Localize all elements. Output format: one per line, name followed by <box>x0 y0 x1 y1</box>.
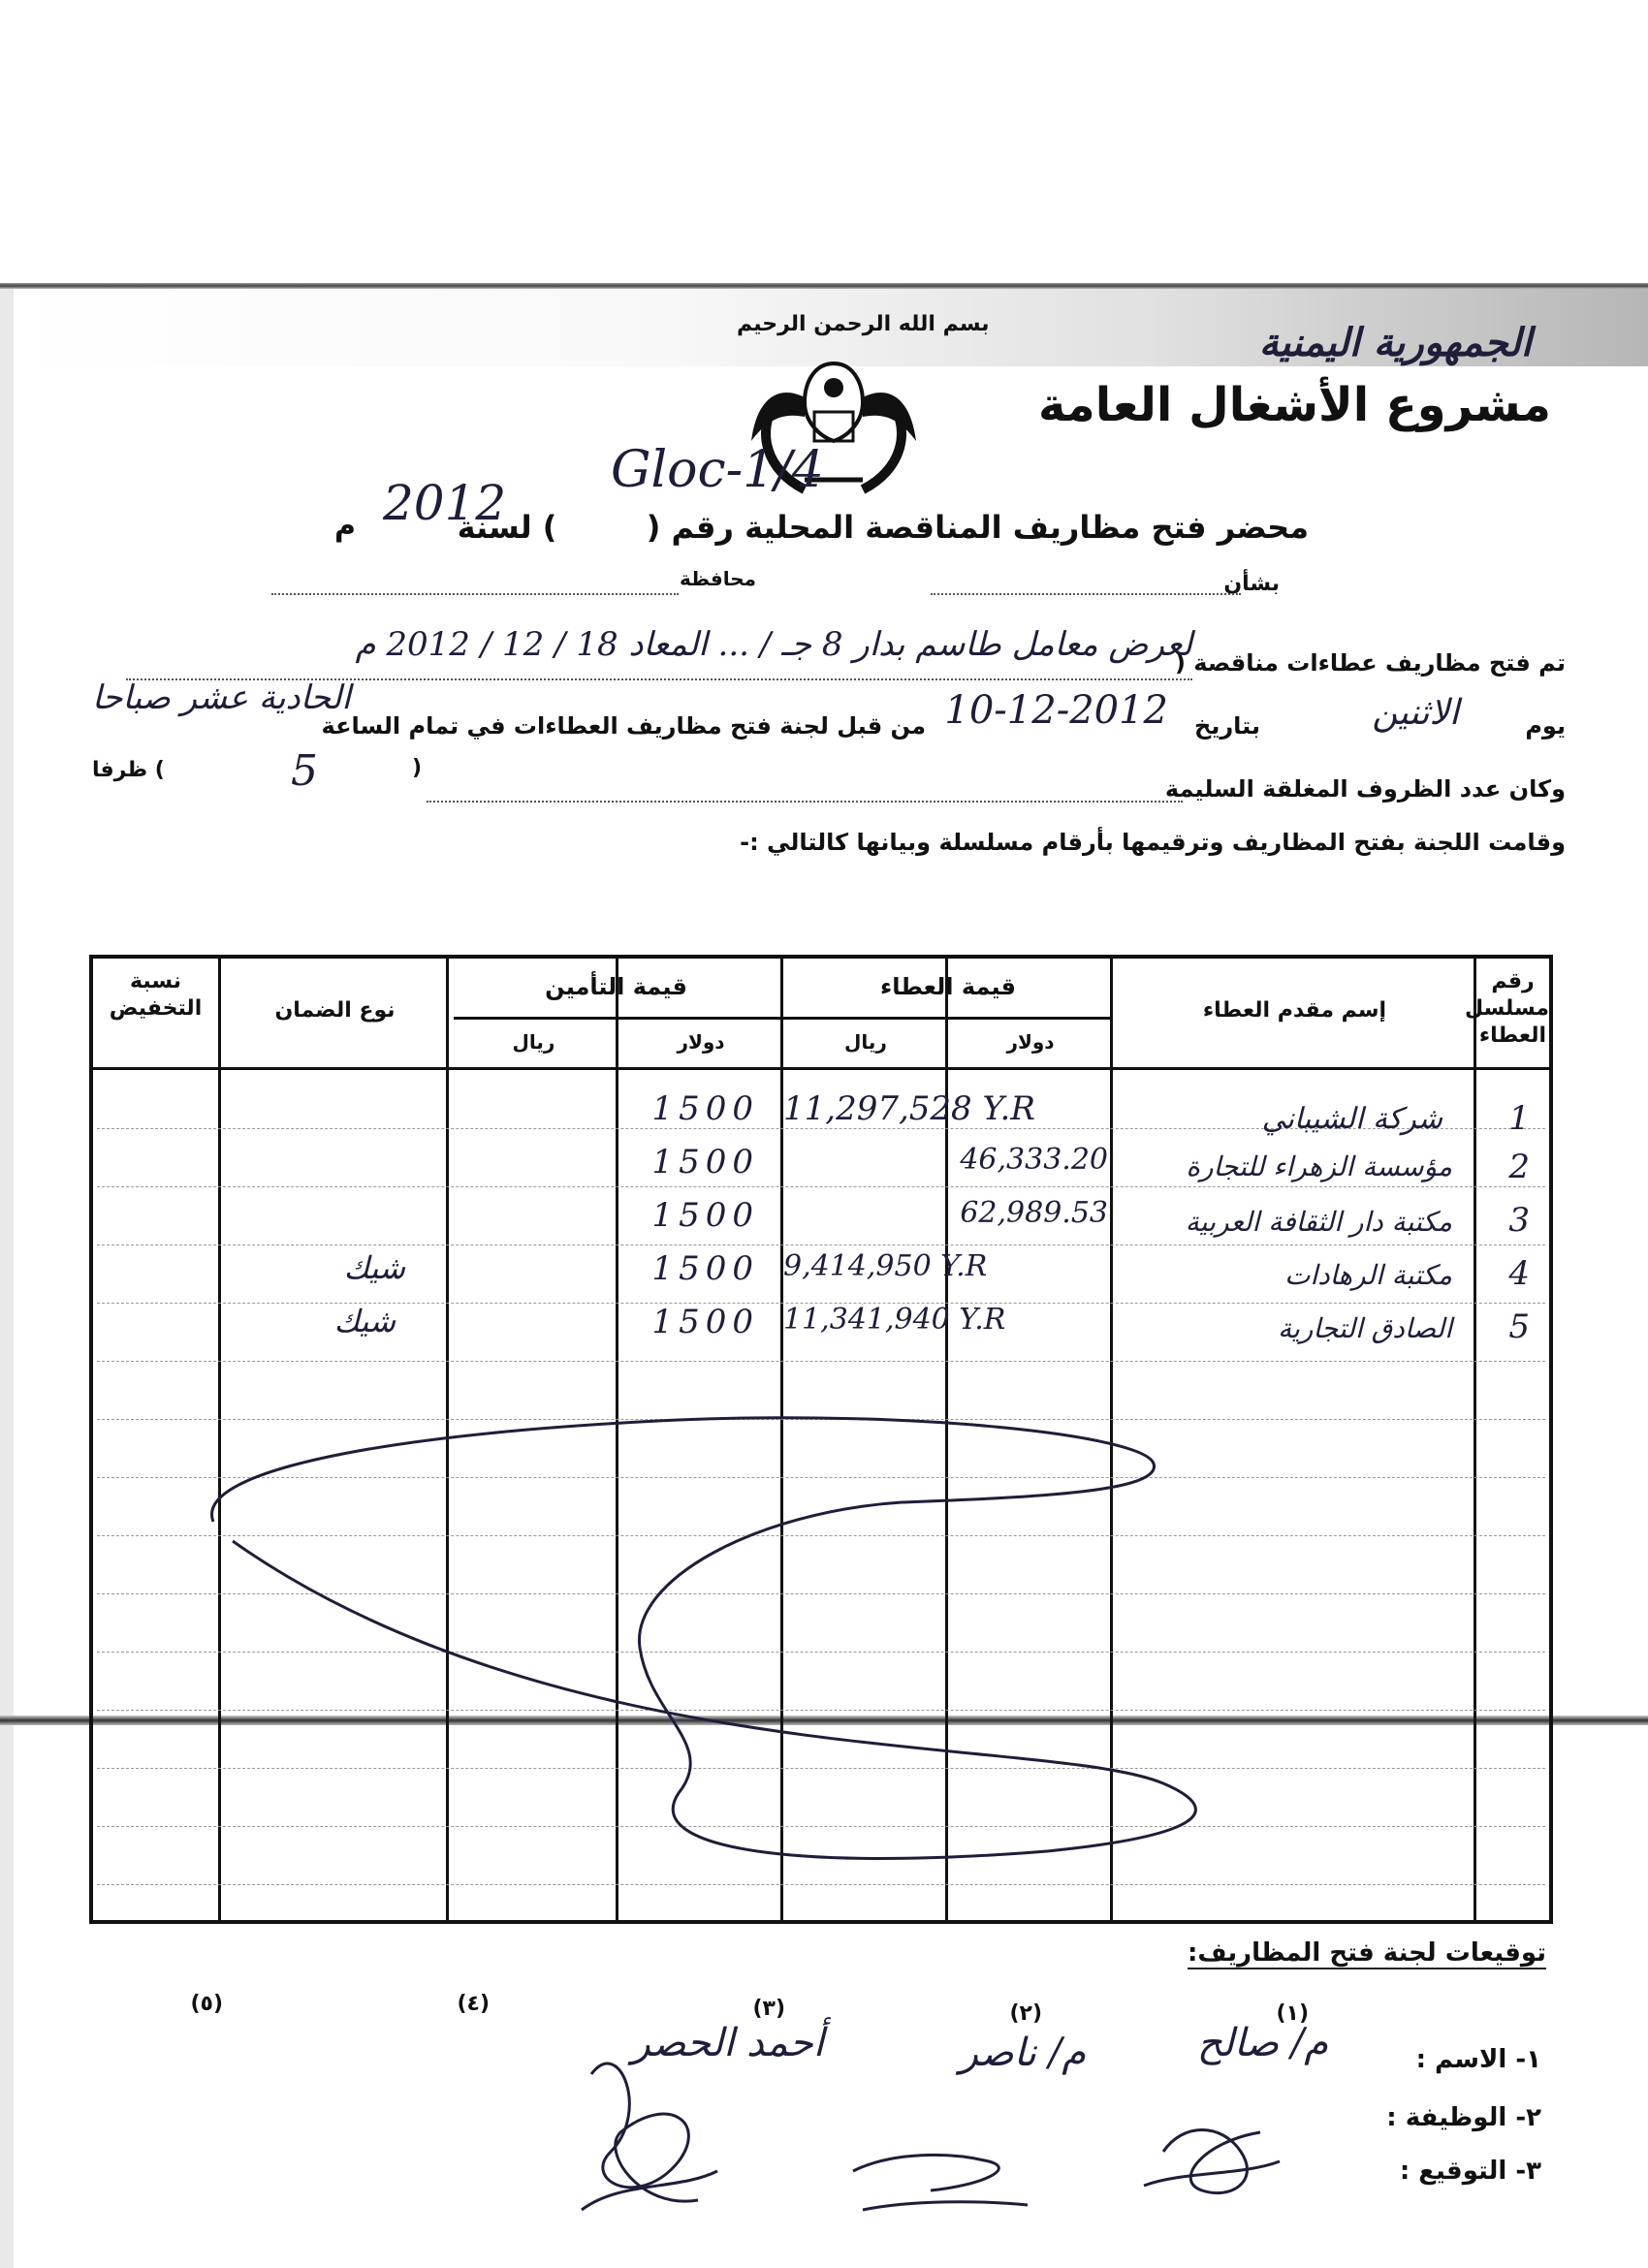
header-ins-riyal: ريال <box>512 1030 555 1054</box>
envelopes-dots <box>427 801 1183 803</box>
subheader-line <box>454 1017 1113 1020</box>
sig-sign-label: ٣- التوقيع : <box>1399 2157 1541 2186</box>
governorate-dots <box>271 593 679 595</box>
row-rule <box>97 1884 1545 1885</box>
minutes-title-prefix: محضر فتح مظاريف المناقصة المحلية رقم ( <box>646 509 1309 546</box>
row1-serial: 1 <box>1508 1099 1530 1138</box>
day-value-handwritten: الاثنين <box>1372 693 1459 733</box>
basmala: بسم الله الرحمن الرحيم <box>737 312 990 336</box>
row3-ins-dollar: 1500 <box>651 1196 759 1235</box>
sig-number-5: (٥) <box>190 1992 223 2016</box>
project-title: مشروع الأشغال العامة <box>1037 378 1551 432</box>
row1-ins-dollar: 1500 <box>651 1089 759 1128</box>
header-bidder: إسم مقدم العطاء <box>1202 998 1387 1023</box>
regarding-dots <box>931 593 1241 595</box>
row3-serial: 3 <box>1508 1201 1530 1240</box>
sig-name-2: م/ ناصر <box>959 2031 1086 2075</box>
row5-guarantee: شيك <box>333 1303 396 1339</box>
envelopes-label: وكان عدد الظروف المغلقة السليمة <box>1164 775 1566 803</box>
sig-number-1: (١) <box>1276 2001 1309 2026</box>
row5-serial: 5 <box>1508 1307 1530 1346</box>
row1-bid-riyal: 11,297,528 Y.R <box>783 1089 1035 1128</box>
opened-label: تم فتح مظاريف عطاءات مناقصة ( <box>1174 649 1566 677</box>
envelopes-unit: ) ظرفا <box>92 758 165 782</box>
header-bid-dollar: دولار <box>1006 1030 1055 1054</box>
signature-scribbles <box>562 2016 1532 2249</box>
header-bottom-line <box>93 1067 1549 1070</box>
republic-title: الجمهورية اليمنية <box>1258 320 1532 365</box>
header-serial: رقم مسلسل العطاء <box>1464 969 1549 1048</box>
envelopes-open-paren: ( <box>412 756 423 780</box>
header-discount: نسبة التخفيض <box>109 969 203 1021</box>
sig-name-3: أحمد الحصر <box>631 2021 824 2065</box>
row4-bid-riyal: 9,414,950 Y.R <box>783 1249 988 1283</box>
committee-text: من قبل لجنة فتح مظاريف العطاءات في تمام الساعة <box>321 712 926 740</box>
header-guarantee: نوع الضمان <box>274 998 396 1023</box>
row3-bidder: مكتبة دار الثقافة العربية <box>1185 1206 1452 1238</box>
row-rule <box>97 1186 1545 1187</box>
row5-bid-riyal: 11,341,940 Y.R <box>783 1303 1006 1337</box>
col-divider <box>1474 959 1476 1920</box>
sig-name-label: ١- الاسم : <box>1415 2045 1541 2074</box>
row1-bidder: شركة الشيباني <box>1261 1102 1442 1136</box>
row4-serial: 4 <box>1508 1254 1530 1293</box>
header-bid-value: قيمة العطاء <box>880 973 1016 1000</box>
time-value-handwritten: الحادية عشر صباحا <box>92 678 351 717</box>
sig-number-4: (٤) <box>457 1992 490 2016</box>
procedure-text: وقامت اللجنة بفتح المظاريف وترقيمها بأرقام مسلسلة وبيانها كالتالي :- <box>740 829 1566 856</box>
row2-serial: 2 <box>1508 1148 1530 1186</box>
reference-handwritten: Gloc-1/4 <box>611 441 824 499</box>
cancellation-scribble <box>174 1328 1241 1871</box>
sig-name-1: م/ صالح <box>1196 2021 1328 2065</box>
header-insurance: قيمة التأمين <box>545 973 687 1000</box>
row4-guarantee: شيك <box>343 1249 405 1286</box>
row5-bidder: الصادق التجارية <box>1278 1312 1452 1344</box>
header-ins-dollar: دولار <box>677 1030 725 1054</box>
row2-bid-dollar: 46,333.20 <box>960 1143 1108 1177</box>
row4-bidder: مكتبة الرهادات <box>1284 1259 1452 1291</box>
regarding-label: بشأن <box>1223 572 1280 596</box>
row2-bidder: مؤسسة الزهراء للتجارة <box>1186 1150 1452 1182</box>
minutes-title-suffix: ) لسنة <box>457 509 557 546</box>
header-bid-riyal: ريال <box>844 1030 887 1054</box>
governorate-label: محافظة <box>679 567 756 590</box>
sig-number-3: (٣) <box>752 1997 785 2021</box>
day-label: يوم <box>1525 712 1566 740</box>
row5-ins-dollar: 1500 <box>651 1303 759 1341</box>
row2-ins-dollar: 1500 <box>651 1143 759 1181</box>
date-value-handwritten: 10-12-2012 <box>944 688 1168 733</box>
row-rule <box>97 1244 1545 1245</box>
envelopes-count-handwritten: 5 <box>291 746 318 796</box>
page-top-margin <box>0 0 1648 283</box>
scan-left-edge <box>0 289 14 2268</box>
signatures-title: توقيعات لجنة فتح المظاريف: <box>1188 1938 1546 1968</box>
date-label: بتاريخ <box>1194 712 1260 740</box>
year-unit: م <box>334 509 356 543</box>
sig-number-2: (٢) <box>1009 2001 1042 2026</box>
row4-ins-dollar: 1500 <box>651 1249 759 1288</box>
year-handwritten: 2012 <box>383 475 507 531</box>
sig-job-label: ٢- الوظيفة : <box>1386 2103 1541 2132</box>
row3-bid-dollar: 62,989.53 <box>960 1196 1108 1230</box>
opened-value-handwritten: لعرض معامل طاسم بدار 8 جـ / ... المعاد 18 / 12 / 2012 م <box>355 625 1192 664</box>
minutes-title <box>458 509 1309 546</box>
